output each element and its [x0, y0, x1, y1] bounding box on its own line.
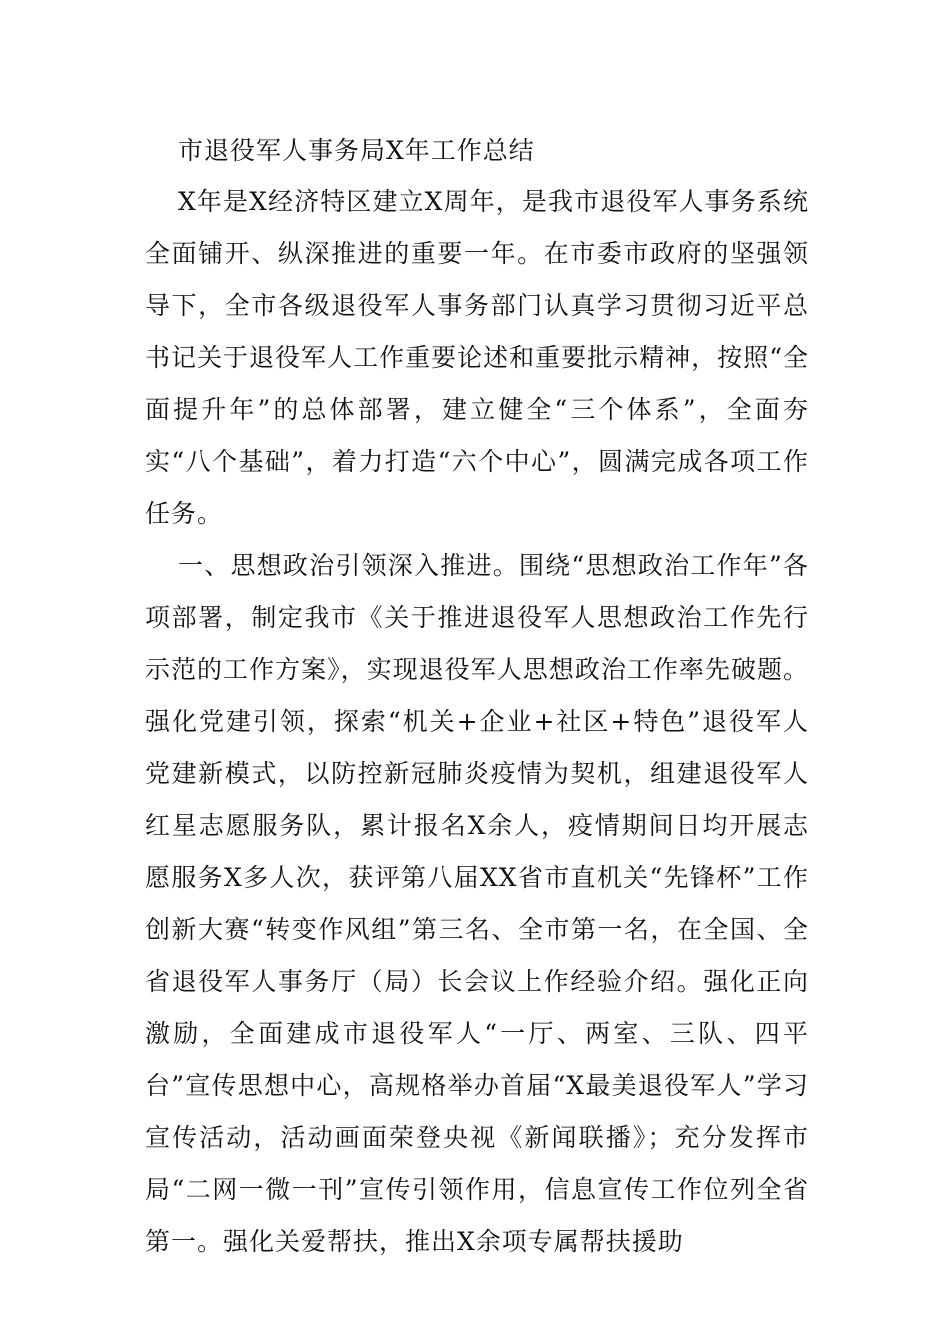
document-title: 市退役军人事务局X年工作总结 — [178, 136, 535, 165]
document-body — [145, 176, 809, 1268]
paragraph-intro: X年是X经济特区建立X周年，是我市退役军人事务系统全面铺开、纵深推进的重要一年。在市委市政府的坚强领导下，全市各级退役军人事务部门认真学习贯彻习近平总书记关于退役军人工作重要论述和重要批示精神，按照“全面提升年”的总体部署，建立健全“三个体系”，全面夯实“八个基础”，着力打造“六个中心”，圆满完成各项工作任务。 — [145, 187, 809, 528]
paragraph-section-one: 一、思想政治引领深入推进。围绕“思想政治工作年”各项部署，制定我市《关于推进退役军人思想政治工作先行示范的工作方案》，实现退役军人思想政治工作率先破题。强化党建引领，探索“机关+企业+社区+特色”退役军人党建新模式，以防控新冠肺炎疫情为契机，组建退役军人红星志愿服务队，累计报名X余人，疫情期间日均开展志愿服务X多人次，获评第八届XX省市直机关“先锋杯”工作创新大赛“转变作风组”第三名、全市第一名，在全国、全省退役军人事务厅（局）长会议上作经验介绍。强化正向激励，全面建成市退役军人“一厅、两室、三队、四平台”宣传思想中心，高规格举办首届“X最美退役军人”学习宣传活动，活动画面荣登央视《新闻联播》；充分发挥市局“二网一微一刊”宣传引领作用，信息宣传工作位列全省第一。强化关爱帮扶，推出X余项专属帮扶援助 — [145, 551, 809, 1256]
